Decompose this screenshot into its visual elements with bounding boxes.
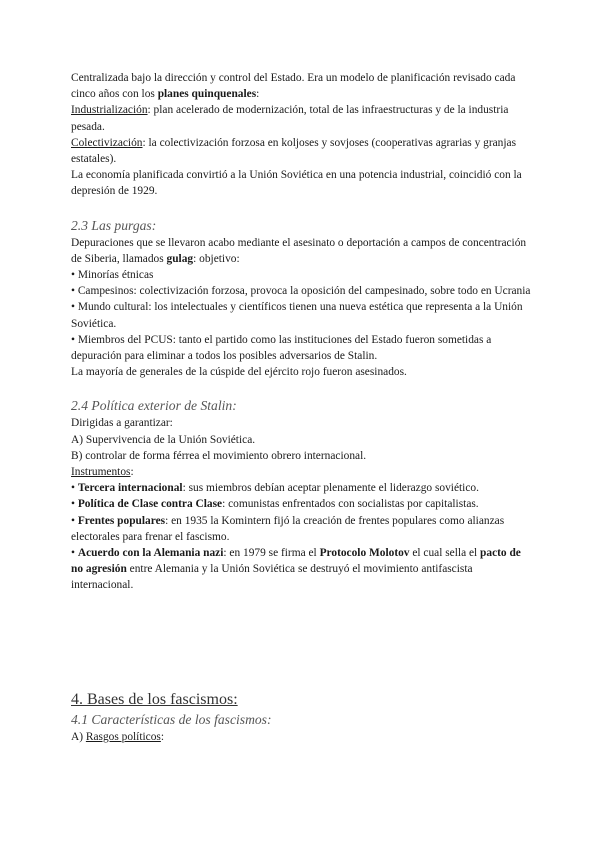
planes-paragraph: Centralizada bajo la dirección y control del Estado. Era un modelo de planificación revisado cada cinco años con los planes quinquenales: (71, 72, 516, 101)
purgas-item: • Minorías étnicas (71, 269, 154, 282)
industrializacion-paragraph: Industrialización: plan acelerado de modernización, total de las infraestructuras y de la industria pesada. (71, 104, 509, 133)
exterior-line: Dirigidas a garantizar: (71, 417, 173, 430)
instrumento-item: • Tercera internacional: sus miembros debían aceptar plenamente el liderazgo soviético. (71, 482, 479, 495)
document-page (71, 70, 533, 745)
rasgos-politicos-label: Rasgos políticos (85, 730, 161, 743)
instrumento-item: • Política de Clase contra Clase: comunistas enfrentados con socialistas por capitalistas. (71, 498, 479, 511)
industrializacion-label: Industrialización (71, 104, 148, 117)
instrumentos-line: Instrumentos: (71, 466, 134, 479)
instrumento-item: • Frentes populares: en 1935 la Komintern fijó la creación de frentes populares como alianzas electorales para frenar el fascismo. (71, 514, 505, 543)
purgas-closing: La mayoría de generales de la cúspide del ejército rojo fueron asesinados. (71, 366, 407, 379)
rasgos-line: A) Rasgos políticos: (71, 730, 165, 743)
purgas-heading: 2.3 Las purgas: (71, 217, 157, 233)
instrumentos-label: Instrumentos (71, 466, 131, 479)
purgas-item: • Mundo cultural: los intelectuales y científicos tienen una nueva estética que representa a la Unión Soviética. (71, 301, 523, 330)
exterior-line: B) controlar de forma férrea el movimiento obrero internacional. (71, 449, 367, 462)
economia-paragraph: La economía planificada convirtió a la Unión Soviética en una potencia industrial, coincidió con la depresión de 1929. (71, 169, 522, 198)
purgas-item: • Miembros del PCUS: tanto el partido como las instituciones del Estado fueron sometidas a depuración para eliminar a todos los posibles adversarios de Stalin. (71, 333, 492, 363)
instrumento-item: • Acuerdo con la Alemania nazi: en 1979 se firma el Protocolo Molotov el cual sella el pacto de no agresión entre Alemania y la Unión Soviética se destruyó el movimiento antifascista internacional. (71, 547, 521, 592)
exterior-heading: 2.4 Política exterior de Stalin: (71, 398, 237, 414)
fascismos-subheading: 4.1 Características de los fascismos: (71, 711, 272, 727)
colectivizacion-paragraph: Colectivización: la colectivización forzosa en koljoses y sovjoses (cooperativas agrarias y granjas estatales). (71, 136, 517, 166)
gulag-term: gulag (166, 252, 194, 265)
planes-quinquenales-term: planes quinquenales (157, 88, 257, 101)
purgas-intro: Depuraciones que se llevaron acabo mediante el asesinato o deportación a campos de concentración de Siberia, llamados gulag: objetivo: (71, 236, 527, 265)
purgas-item: • Campesinos: colectivización forzosa, provoca la oposición del campesinado, sobre todo en Ucrania (71, 285, 531, 298)
exterior-line: A) Supervivencia de la Unión Soviética. (71, 433, 256, 446)
fascismos-heading: 4. Bases de los fascismos: (71, 690, 238, 708)
colectivizacion-label: Colectivización (71, 136, 143, 149)
